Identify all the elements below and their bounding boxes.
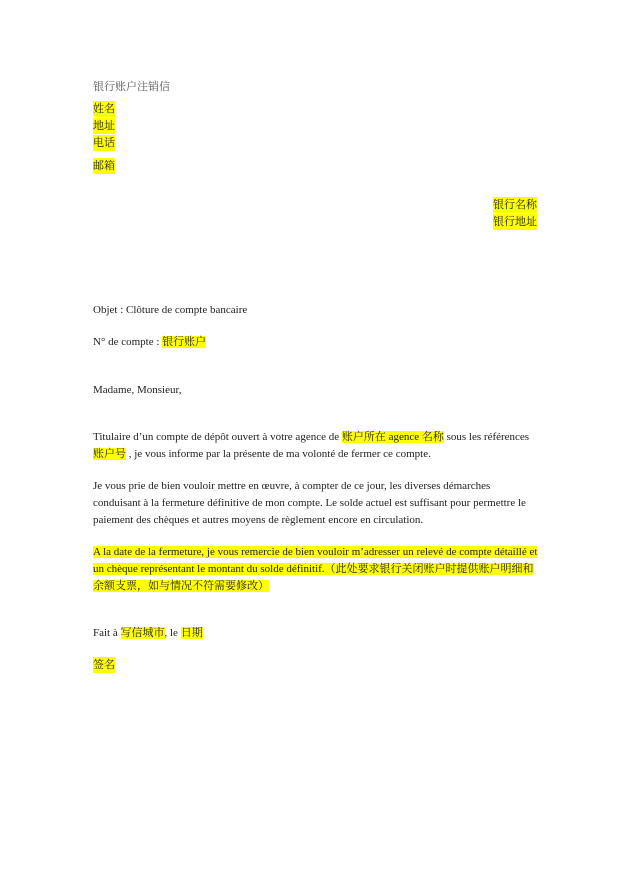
para1-text-2: sous les références xyxy=(443,431,530,443)
sender-email: 邮箱 xyxy=(93,160,115,172)
para3-text: A la date de la fermeture, je vous remercie de bien vouloir m’adresser un relevé de compte détaillé et un chèque représentant le montant du solde définitif.（此处要求银行关闭账户时提供账户明细和余额支票，如与情况不符需要修改） xyxy=(93,546,538,592)
sender-phone: 电话 xyxy=(93,137,115,149)
city-field: 写信城市 xyxy=(120,627,165,639)
paragraph-intro xyxy=(93,429,538,463)
bank-name: 银行名称 xyxy=(493,199,537,211)
account-label: N° de compte : xyxy=(93,336,160,348)
document-title: 银行账户注销信 xyxy=(93,81,170,93)
paragraph-request xyxy=(93,478,538,529)
para2-text: Je vous prie de bien vouloir mettre en œuvre, à compter de ce jour, les diverses démarches conduisant à la fermeture définitive de mon compte. Le solde actuel est suffisant pour permettre le paiement des chèques et autres moyens de règlement encore en circulation. xyxy=(93,480,526,526)
sender-name: 姓名 xyxy=(93,103,115,115)
para1-text-3: , je vous informe par la présente de ma volonté de fermer ce compte. xyxy=(126,448,431,460)
account-reference: 账户号 xyxy=(93,448,126,460)
le-label: , le xyxy=(164,627,178,639)
sender-address: 地址 xyxy=(93,120,115,132)
agency-name: 账户所在 agence 名称 xyxy=(341,431,444,443)
subject-line: Objet : Clôture de compte bancaire xyxy=(93,304,248,316)
para1-text-1: Titulaire d’un compte de dépôt ouvert à votre agence de xyxy=(93,431,342,443)
date-field: 日期 xyxy=(180,627,203,639)
account-number: 银行账户 xyxy=(162,336,207,348)
salutation: Madame, Monsieur, xyxy=(93,384,182,396)
signature-field: 签名 xyxy=(93,659,115,671)
closing-line xyxy=(93,625,203,641)
paragraph-statement xyxy=(93,544,538,595)
account-line xyxy=(93,334,206,350)
fait-label: Fait à xyxy=(93,627,118,639)
bank-address: 银行地址 xyxy=(493,216,537,228)
